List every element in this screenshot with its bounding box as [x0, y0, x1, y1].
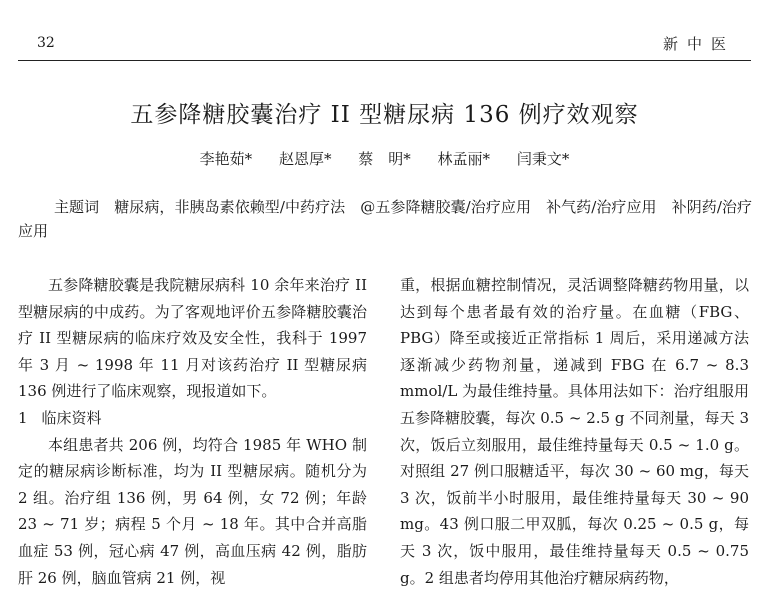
section-title: 临床资料: [41, 408, 102, 427]
right-column: [400, 272, 749, 591]
article-title: 五参降糖胶囊治疗 II 型糖尿病 136 例疗效观察: [130, 102, 639, 128]
author-name: 闫秉文*: [516, 150, 570, 168]
author-name: 赵恩厚*: [278, 150, 332, 168]
author-name: 林孟丽*: [437, 150, 491, 168]
author-name: 李艳茹*: [199, 150, 253, 168]
page-number: 32: [37, 35, 55, 51]
keywords: 主题词 糖尿病，非胰岛素依赖型/中药疗法 @五参降糖胶囊/治疗应用 补气药/治疗应用 补阴药/治疗应用: [18, 198, 752, 240]
journal-name: 新中医: [662, 35, 735, 53]
intro-paragraph: 五参降糖胶囊是我院糖尿病科 10 余年来治疗 II 型糖尿病的中成药。为了客观地评价五参降糖胶囊治疗 II 型糖尿病的临床疗效及安全性，我科于 1997 年 3 月 ~ 1998 年 11 月对该药治疗 II 型糖尿病 136 例进行了临床观察，现报道如下。: [18, 276, 367, 401]
section-heading: [18, 405, 367, 432]
clinical-data-paragraph: 本组患者共 206 例，均符合 1985 年 WHO 制定的糖尿病诊断标准，均为 II 型糖尿病。随机分为 2 组。治疗组 136 例，男 64 例，女 72 例；年龄 23 ~ 71 岁；病程 5 个月 ~ 18 年。其中合并高脂血症 53 例，冠心病 47 例，高血压病 42 例，脂肪肝 26 例，脑血管病 21 例，视: [18, 435, 367, 587]
author-list: [0, 148, 769, 169]
author-name: 蔡 明*: [358, 150, 411, 168]
section-number: 1: [18, 408, 28, 427]
left-column: [18, 272, 367, 591]
header-rule: [18, 60, 751, 61]
treatment-paragraph: 重，根据血糖控制情况，灵活调整降糖药物用量，以达到每个患者最有效的治疗量。在血糖（FBG、PBG）降至或接近正常指标 1 周后，采用递减方法逐渐减少药物剂量，递减到 FBG 在 6.7 ~ 8.3 mmol/L 为最佳维持量。具体用法如下：治疗组服用五参降糖胶囊，每次 0.5 ~ 2.5 g 不同剂量，每天 3 次，饭后立刻服用，最佳维持量每天 0.5 ~ 1.0 g。对照组 27 例口服糖适平，每次 30 ~ 60 mg，每天 3 次，饭前半小时服用，最佳维持量每天 30 ~ 90 mg。43 例口服二甲双胍，每次 0.25 ~ 0.5 g，每天 3 次，饭中服用，最佳维持量每天 0.5 ~ 0.75 g。2 组患者均停用其他治疗糖尿病药物，: [400, 276, 749, 587]
